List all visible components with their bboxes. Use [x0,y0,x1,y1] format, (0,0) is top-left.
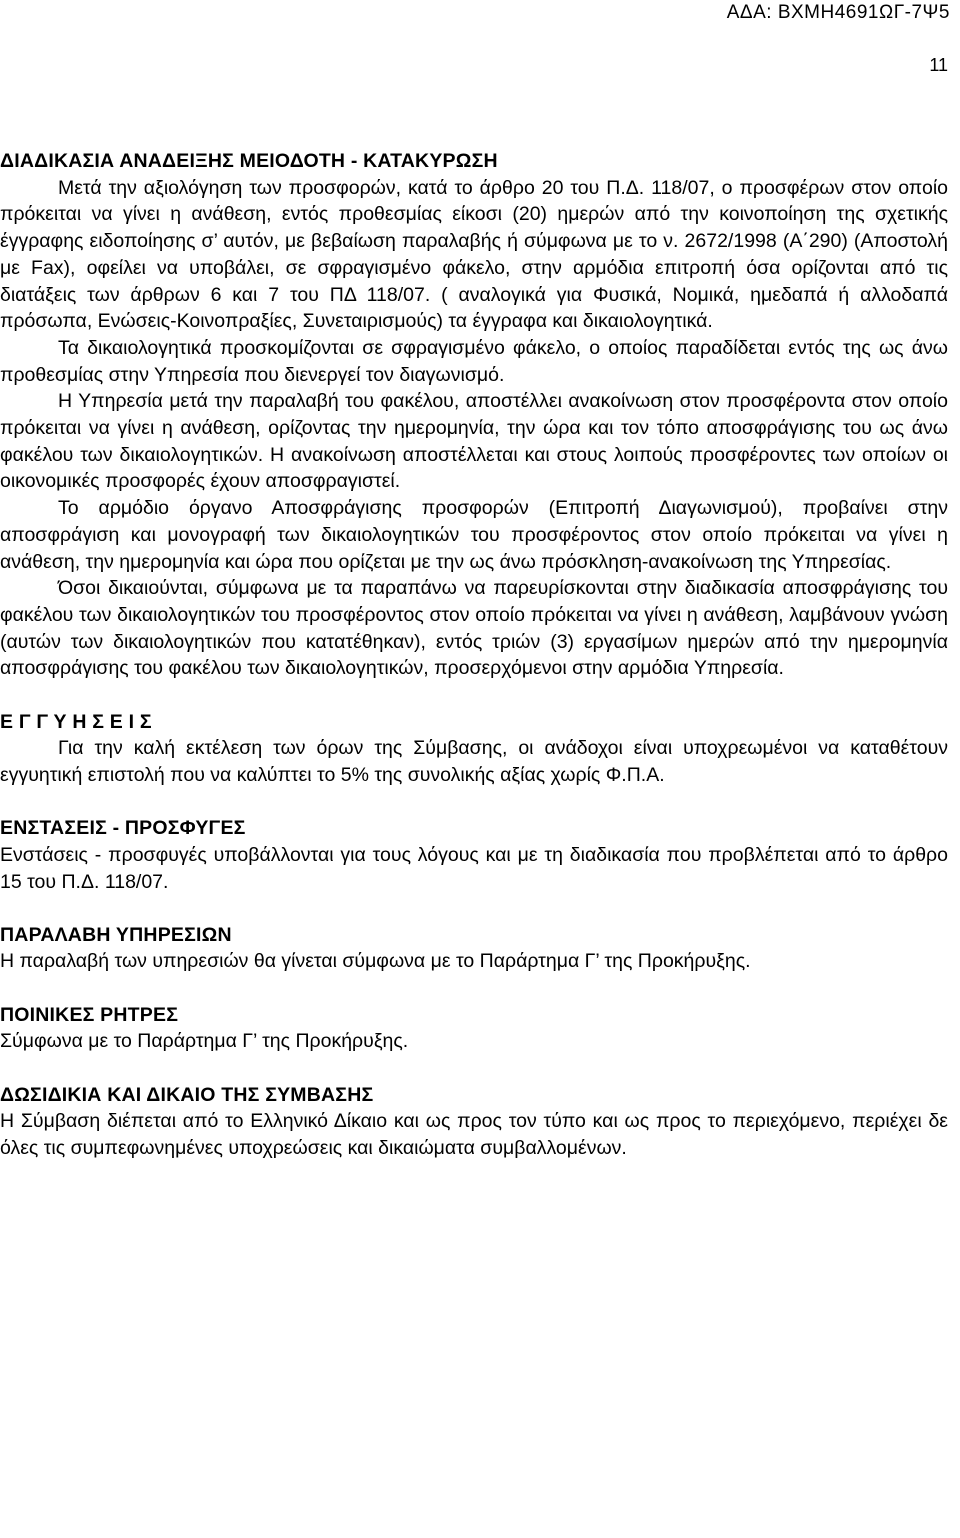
paragraph: Τα δικαιολογητικά προσκομίζονται σε σφραγισμένο φάκελο, ο οποίος παραδίδεται εντός της ως άνω προθεσμίας στην Υπηρεσία που διενεργεί τον διαγωνισμό. [0,336,948,386]
section-acceptance [0,922,948,975]
paragraph: Το αρμόδιο όργανο Αποσφράγισης προσφορών (Επιτροπή Διαγωνισμού), προβαίνει στην αποσφράγιση και μονογραφή των δικαιολογητικών του προσφέροντος στον οποίο πρόκειται να γίνει η ανάθεση, την ημερομηνία και ώρα που ορίζεται με την ως άνω πρόσκληση-ανακοίνωση της Υπηρεσίας. [0,497,948,573]
section-title-penalties: ΠΟΙΝΙΚΕΣ ΡΗΤΡΕΣ [0,1003,179,1026]
paragraph: Η Υπηρεσία μετά την παραλαβή του φακέλου, αποστέλλει ανακοίνωση στον προσφέροντα στον οποίο πρόκειται να γίνει η ανάθεση, ορίζοντας την ημερομηνία, την ώρα και τον τόπο αποσφράγισης του ως άνω φακέλου των δικαιολογητικών. Η ανακοίνωση αποστέλλεται και στους λοιπούς προσφέροντες των οποίων οι οικονομικές προσφορές έχουν αποσφραγιστεί. [0,390,948,493]
section-objections [0,815,948,895]
paragraph: Η Σύμβαση διέπεται από το Ελληνικό Δίκαιο και ως προς τον τύπο και ως προς το περιεχόμενο, περιέχει δε όλες τις συμπεφωνημένες υποχρεώσεις και δικαιώματα συμβαλλομένων. [0,1110,948,1159]
paragraph: Η παραλαβή των υπηρεσιών θα γίνεται σύμφωνα με το Παράρτημα Γ’ της Προκήρυξης. [0,950,751,973]
paragraph: Ενστάσεις - προσφυγές υποβάλλονται για τους λόγους και με τη διαδικασία που προβλέπεται από το άρθρο 15 του Π.Δ. 118/07. [0,843,948,893]
section-procedure [0,148,948,682]
section-title-acceptance: ΠΑΡΑΛΑΒΗ ΥΠΗΡΕΣΙΩΝ [0,923,232,946]
paragraph: Όσοι δικαιούνται, σύμφωνα με τα παραπάνω να παρευρίσκονται στην διαδικασία αποσφράγισης του φακέλου των δικαιολογητικών του προσφέροντος στον οποίο πρόκειται να γίνει η ανάθεση, λαμβάνουν γνώση (αυτών των δικαιολογητικών που κατατέθηκαν), εντός τριών (3) εργασίμων ημερών από την ημερομηνία αποσφράγισης του φακέλου των δικαιολογητικών, προσερχόμενοι στην αρμόδια Υπηρεσία. [0,577,948,680]
section-title-procedure: ΔΙΑΔΙΚΑΣΙΑ ΑΝΑΔΕΙΞΗΣ ΜΕΙΟΔΟΤΗ - ΚΑΤΑΚΥΡΩΣΗ [0,150,498,172]
document-body [0,148,948,1162]
section-title-objections: ΕΝΣΤΑΣΕΙΣ - ΠΡΟΣΦΥΓΕΣ [0,817,246,840]
paragraph: Για την καλή εκτέλεση των όρων της Σύμβασης, οι ανάδοχοι είναι υποχρεωμένοι να καταθέτουν εγγυητική επιστολή που να καλύπτει το 5% της συνολικής αξίας χωρίς Φ.Π.Α. [0,737,948,786]
section-jurisdiction [0,1082,948,1162]
section-title-guarantees: Ε Γ Γ Υ Η Σ Ε Ι Σ [0,710,152,733]
paragraph: Σύμφωνα με το Παράρτημα Γ’ της Προκήρυξης. [0,1030,409,1053]
paragraph: Μετά την αξιολόγηση των προσφορών, κατά το άρθρο 20 του Π.Δ. 118/07, ο προσφέρων στον οποίο πρόκειται να γίνει η ανάθεση, εντός προθεσμίας είκοσι (20) ημερών από την κοινοποίηση της σχετικής έγγραφης ειδοποίησης σ’ αυτόν, με βεβαίωση παραλαβής ή σύμφωνα με το ν. 2672/1998 (Α΄290) (Αποστολή με Fax), οφείλει να υποβάλει, σε σφραγισμένο φάκελο, στην αρμόδια επιτροπή όσα ορίζονται από τις διατάξεις των άρθρων 6 και 7 του ΠΔ 118/07. ( αναλογικά για Φυσικά, Νομικά, ημεδαπά ή αλλοδαπά πρόσωπα, Ενώσεις-Κοινοπραξίες, Συνεταιρισμούς) τα έγγραφα και δικαιολογητικά. [0,176,948,333]
section-title-jurisdiction: ΔΩΣΙΔΙΚΙΑ ΚΑΙ ΔΙΚΑΙΟ ΤΗΣ ΣΥΜΒΑΣΗΣ [0,1083,374,1106]
ada-code: ΑΔΑ: ΒΧΜΗ4691ΩΓ-7Ψ5 [726,2,950,23]
section-guarantees [0,709,948,789]
page-number: 11 [929,55,948,75]
section-penalties [0,1002,948,1055]
